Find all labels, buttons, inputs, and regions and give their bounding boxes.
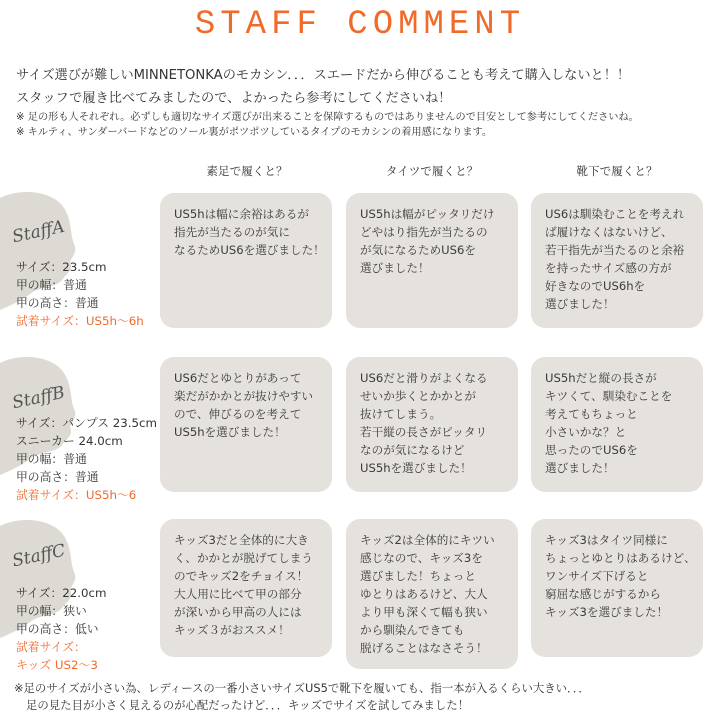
column-header-socks: 靴下で履くと？	[576, 164, 658, 178]
staff-c-info	[16, 584, 107, 674]
comment-card-c-socks	[531, 519, 703, 657]
comment-line: US5hは幅に余裕はあるが	[174, 207, 309, 221]
staff-c-trial-size: キッズ US2〜3	[16, 658, 98, 672]
comment-line: US5hは幅がピッタリだけ	[360, 207, 495, 221]
comment-line: 考えてもちょっと	[545, 407, 638, 421]
comment-line: US5hを選びました！	[174, 425, 286, 439]
staff-a-info	[16, 258, 144, 330]
comment-card-a-barefoot	[160, 193, 332, 328]
comment-line: ちょっとゆとりはあるけど、	[545, 551, 696, 565]
comment-line: なのが気になるけど	[360, 443, 465, 457]
staff-b-size-sneaker: スニーカー 24.0cm	[16, 434, 123, 448]
comment-line: く、かかとが脱げてしまう	[174, 551, 313, 565]
comment-line: キッズ３がおススメ！	[174, 623, 290, 637]
comment-line: 若干縦の長さがピッタリ	[360, 425, 488, 439]
column-header-barefoot: 素足で履くと？	[206, 164, 288, 178]
footer-line-1: ※足のサイズが小さい為、レディースの一番小さいサイズUS5で靴下を履いても、指一本が入るくらい大きい．．．	[14, 681, 590, 695]
comment-line: を持ったサイズ感の方が	[545, 261, 672, 275]
comment-line: 楽だがかかとが抜けやすい	[174, 389, 314, 403]
comment-line: US6は馴染むことを考えれ	[545, 207, 685, 221]
footer-line-2: 足の見た目が小さく見えるのが心配だったけど．．．キッズでサイズを試してみました！	[26, 698, 470, 712]
comment-line: US6だと滑りがよくなる	[360, 371, 488, 385]
intro-note-1: ※ 足の形も人それぞれ。必ずしも適切なサイズ選びが出来ることを保障するものではありませんので目安として参考にしてくださいね。	[16, 112, 639, 123]
comment-card-c-tights	[346, 519, 518, 669]
comment-line: ワンサイズ下げると	[545, 569, 649, 583]
intro-note-2: ※ キルティ、サンダーバードなどのソール裏がポツポツしているタイプのモカシンの着用感になります。	[16, 127, 493, 138]
comment-line: 好きなのでUS6hを	[545, 279, 646, 293]
staff-b-trial-size: 試着サイズ：US5h〜6	[16, 488, 137, 502]
comment-line: より甲も深くて幅も狭い	[360, 605, 488, 619]
comment-card-b-socks	[531, 357, 703, 492]
comment-card-a-socks	[531, 193, 703, 328]
comment-line: 選びました！	[545, 297, 615, 311]
comment-line: キツくて、馴染むことを	[545, 389, 673, 403]
staff-b-name: StaffB	[10, 382, 67, 414]
staff-a-name: StaffA	[10, 216, 67, 248]
comment-line: 抜けてしまう。	[360, 407, 442, 421]
intro-line-2: スタッフで履き比べてみましたので、よかったら参考にしてくださいね！	[16, 91, 452, 106]
intro-text	[16, 64, 716, 110]
staff-a-trial-size: 試着サイズ：US5h〜6h	[16, 314, 144, 328]
comment-line: 思ったのでUS6を	[545, 443, 638, 457]
intro-line-1: サイズ選びが難しいMINNETONKAのモカシン．．．スエードだから伸びることも考えて購入しないと！！	[16, 68, 631, 83]
comment-card-b-tights	[346, 357, 518, 492]
comment-line: 感じなので、キッズ3を	[360, 551, 483, 565]
comment-line: ば履けなくはないけど、	[545, 225, 673, 239]
comment-line: ゆとりはあるけど、大人	[360, 587, 488, 601]
comment-line: から馴染んできても	[360, 623, 465, 637]
comment-line: キッズ3はタイツ同様に	[545, 533, 668, 547]
comment-line: 若干指先が当たるのと余裕	[545, 243, 685, 257]
staff-c-size: サイズ：22.0cm	[16, 586, 107, 600]
staff-b-width: 甲の幅：普通	[16, 452, 87, 466]
comment-card-c-barefoot	[160, 519, 332, 657]
comment-line: どやはり指先が当たるの	[360, 225, 488, 239]
staff-a-size: サイズ：23.5cm	[16, 260, 107, 274]
comment-line: 窮屈な感じがするから	[545, 587, 661, 601]
comment-line: US5hだと縦の長さが	[545, 371, 657, 385]
staff-c-height: 甲の高さ：低い	[16, 622, 99, 636]
comment-line: キッズ3を選びました！	[545, 605, 669, 619]
comment-line: キッズ3だと全体的に大き	[174, 533, 309, 547]
page-title: STAFF COMMENT	[194, 6, 526, 44]
staff-a-width: 甲の幅：普通	[16, 278, 87, 292]
staff-c-name: StaffC	[10, 540, 68, 572]
footer-note	[14, 680, 590, 714]
staff-c-trial-label: 試着サイズ：	[16, 640, 86, 654]
comment-line: US5hを選びました！	[360, 461, 472, 475]
comment-line: キッズ2は全体的にキツい	[360, 533, 495, 547]
comment-line: 選びました！	[545, 461, 615, 475]
comment-line: 脱げることはなさそう！	[360, 641, 488, 655]
staff-a-height: 甲の高さ：普通	[16, 296, 99, 310]
comment-line: が深いから甲高の人には	[174, 605, 302, 619]
comment-line: 選びました！ちょっと	[360, 569, 476, 583]
comment-line: が気になるためUS6を	[360, 243, 476, 257]
comment-card-a-tights	[346, 193, 518, 328]
comment-line: 選びました！	[360, 261, 430, 275]
comment-card-b-barefoot	[160, 357, 332, 492]
staff-c-width: 甲の幅：狭い	[16, 604, 87, 618]
comment-line: 指先が当たるのが気に	[174, 225, 290, 239]
comment-line: なるためUS6を選びました！	[174, 243, 325, 257]
comment-line: 小さいかな？と	[545, 425, 627, 439]
comment-line: ので、伸びるのを考えて	[174, 407, 302, 421]
staff-b-height: 甲の高さ：普通	[16, 470, 99, 484]
comment-line: US6だとゆとりがあって	[174, 371, 302, 385]
staff-b-info	[16, 414, 157, 504]
comment-line: 大人用に比べて甲の部分	[174, 587, 302, 601]
comment-line: のでキッズ2をチョイス！	[174, 569, 309, 583]
column-header-tights: タイツで履くと？	[385, 164, 479, 178]
staff-b-size: サイズ：パンプス 23.5cm	[16, 416, 157, 430]
comment-line: せいか歩くとかかとが	[360, 389, 476, 403]
